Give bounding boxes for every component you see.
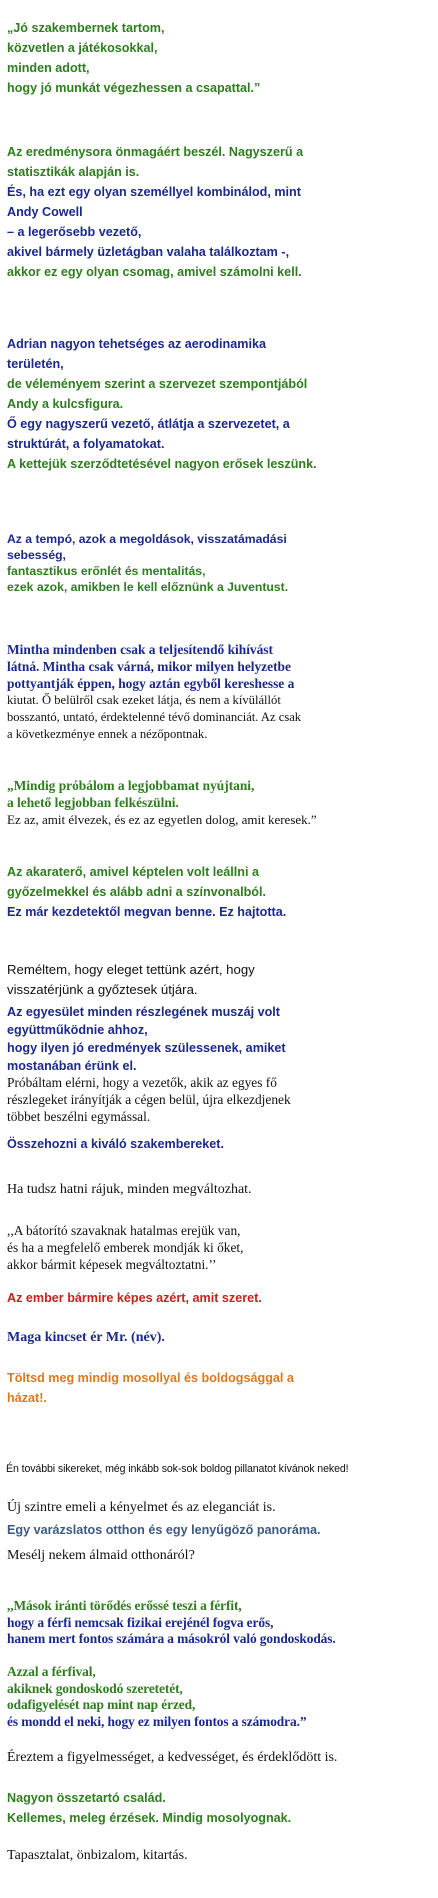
paragraph-comfort (7, 1498, 432, 1518)
text-line: győzelmekkel és alább adni a színvonalból. (7, 885, 266, 899)
text-line: Az ember bármire képes azért, amit szeret. (7, 1291, 262, 1305)
text-line: Andy a kulcsfigura. (7, 397, 124, 411)
text-line: ,,A bátorító szavaknak hatalmas erejük van, (7, 1223, 241, 1238)
paragraph-that-man (7, 1664, 432, 1730)
text-line: „Mindig próbálom a legjobbamat nyújtani, (7, 778, 255, 793)
text-line: Az eredménysora önmagáért beszél. Nagyszerű a (7, 145, 304, 159)
text-line: Reméltem, hogy eleget tettünk azért, hogy (7, 962, 255, 977)
heading-magical-home (7, 1520, 432, 1540)
text-line: Az a tempó, azok a megoldások, visszatámadási (7, 532, 287, 546)
paragraph-willpower (7, 862, 432, 922)
text-line: Maga kincset ér Mr. (név). (7, 1330, 165, 1345)
heading-anything-for-love (7, 1288, 432, 1308)
text-line: Adrian nagyon tehetséges az aerodinamika (7, 337, 266, 351)
text-line: Én további sikereket, még inkább sok-sok boldog pillanatot kívánok neked! (6, 1463, 349, 1475)
text-line: és ha a megfelelő emberek mondják ki őket, (7, 1240, 244, 1255)
quote-always-try (7, 777, 432, 828)
text-line: Nagyon összetartó család. (7, 1791, 166, 1805)
paragraph-dream-home (7, 1546, 432, 1566)
paragraph-fill-with-smiles (7, 1368, 432, 1408)
text-line: bosszantó, untató, érdektelenné tévő dominanciát. Az csak (7, 710, 302, 724)
text-line: házat!. (7, 1391, 47, 1405)
text-line: akiknek gondoskodó szeretetét, (7, 1680, 183, 1696)
text-line: Andy Cowell (7, 205, 83, 219)
text-line: ,,Mások iránti törődés erőssé teszi a férfit, (7, 1598, 242, 1613)
text-line: Ha tudsz hatni rájuk, minden megváltozhat. (7, 1182, 252, 1197)
text-line: hogy jó munkát végezhessen a csapattal.” (7, 81, 261, 95)
text-line: akkor bármit képesek megváltoztatni.’’ (7, 1257, 217, 1272)
text-line: statisztikák alapján is. (7, 165, 140, 179)
text-line: akkor ez egy olyan csomag, amivel számolni kell. (7, 265, 302, 279)
paragraph-challenge (7, 641, 432, 743)
text-line: Ő egy nagyszerű vezető, átlátja a szervezetet, a (7, 417, 290, 431)
paragraph-influence (7, 1180, 432, 1200)
text-line: és mondd el neki, hogy ez milyen fontos a számodra.” (7, 1713, 307, 1729)
text-line: együttműködnie ahhoz, (7, 1023, 148, 1037)
text-line: Mesélj nekem álmaid otthonáról? (7, 1548, 195, 1563)
paragraph-family (7, 1788, 432, 1828)
text-line: Az egyesület minden részlegének muszáj volt (7, 1005, 280, 1019)
paragraph-wishes (6, 1462, 434, 1476)
paragraph-leaders (7, 1074, 432, 1125)
text-line: a következménye ennek a nézőpontnak. (7, 727, 208, 741)
text-line: mostanában érünk el. (7, 1059, 137, 1073)
text-line: Új szintre emeli a kényelmet és az eleganciát is. (7, 1500, 276, 1515)
text-line: közvetlen a játékosokkal, (7, 41, 158, 55)
text-line: területén, (7, 357, 64, 371)
heading-bring-together (7, 1134, 432, 1154)
paragraph-tempo (7, 531, 432, 595)
text-line: többet beszélni egymással. (7, 1109, 151, 1124)
text-line: a lehető legjobban felkészülni. (7, 795, 179, 810)
quote-good-specialist (7, 18, 432, 98)
quote-encouraging-words (7, 1222, 432, 1273)
heading-treasure (7, 1328, 432, 1348)
text-line: Azzal a férfival, (7, 1664, 96, 1679)
text-line: odafigyelését nap mint nap érzed, (7, 1697, 196, 1712)
text-line: pottyantják éppen, hogy aztán egyből kereshesse a (7, 676, 295, 691)
quote-caring (7, 1598, 432, 1648)
text-line: Összehozni a kiváló szakembereket. (7, 1137, 224, 1151)
text-line: de véleményem szerint a szervezet szempontjából (7, 377, 308, 391)
text-line: Próbáltam elérni, hogy a vezetők, akik az egyes fő (7, 1075, 277, 1090)
text-line: részlegeket irányítják a cégen belül, újra elkezdjenek (7, 1092, 291, 1107)
text-line: visszatérjünk a győztesek útjára. (7, 982, 198, 997)
text-line: fantasztikus erőnlét és mentalitás, (7, 564, 206, 578)
paragraph-adrian (7, 334, 432, 474)
paragraph-hoped (7, 960, 432, 1000)
text-line: hogy a férfi nemcsak fizikai erejénél fogva erős, (7, 1614, 274, 1630)
text-line: ezek azok, amikben le kell előznünk a Juventust. (7, 580, 289, 594)
text-line: A kettejük szerződtetésével nagyon erősek leszünk. (7, 457, 317, 471)
paragraph-cooperation (7, 1002, 432, 1074)
text-line: minden adott, (7, 61, 90, 75)
text-line: hanem mert fontos számára a másokról való gondoskodás. (7, 1631, 336, 1646)
text-line: „Jó szakembernek tartom, (7, 21, 165, 35)
text-line: Tapasztalat, önbizalom, kitartás. (7, 1848, 188, 1863)
text-line: látná. Mintha csak várná, mikor milyen helyzetbe (7, 659, 291, 674)
text-line: És, ha ezt egy olyan személlyel kombinálod, mint (7, 185, 301, 199)
paragraph-attention (7, 1748, 432, 1768)
text-line: Az akaraterő, amivel képtelen volt leállni a (7, 865, 259, 879)
text-line: Töltsd meg mindig mosollyal és boldogsággal a (7, 1371, 294, 1385)
text-line: Ez már kezdetektől megvan benne. Ez hajtotta. (7, 905, 287, 919)
text-line: kiutat. Ő belülről csak ezeket látja, és nem a kívülállót (7, 693, 281, 707)
text-line: struktúrát, a folyamatokat. (7, 437, 165, 451)
text-line: – a legerősebb vezető, (7, 225, 142, 239)
text-line: Ez az, amit élvezek, és ez az egyetlen dolog, amit keresek.” (7, 812, 317, 827)
text-line: Éreztem a figyelmességet, a kedvességet, és érdeklődött is. (7, 1750, 338, 1765)
text-line: Kellemes, meleg érzések. Mindig mosolyognak. (7, 1811, 292, 1825)
text-line: Egy varázslatos otthon és egy lenyűgöző panoráma. (7, 1523, 321, 1537)
text-line: Mintha mindenben csak a teljesítendő kihívást (7, 642, 273, 657)
text-line: hogy ilyen jó eredmények szülessenek, amiket (7, 1041, 286, 1055)
text-line: sebesség, (7, 548, 66, 562)
paragraph-results (7, 142, 432, 282)
paragraph-experience (7, 1846, 432, 1866)
text-line: akivel bármely üzletágban valaha találkoztam -, (7, 245, 290, 259)
